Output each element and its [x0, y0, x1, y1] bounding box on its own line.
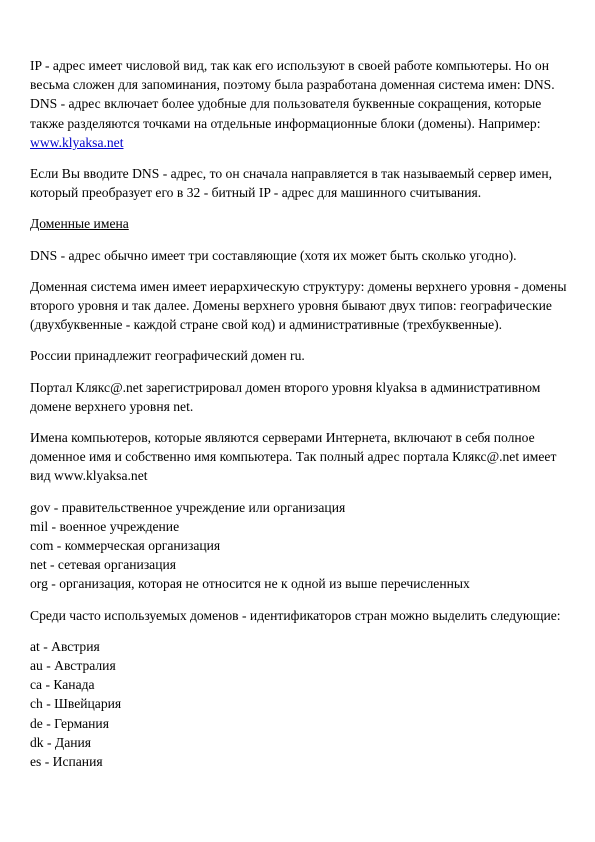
list-item: at - Австрия	[30, 638, 100, 654]
list-item: gov - правительственное учреждение или организация	[30, 499, 346, 515]
paragraph-ip-address	[30, 56, 578, 152]
list-item: dk - Дания	[30, 734, 92, 750]
paragraph-portal-domain: Портал Клякс@.net зарегистрировал домен второго уровня klyaksa в административном домене верхнего уровня net.	[30, 379, 541, 414]
paragraph-russia-domain: России принадлежит географический домен ru.	[30, 348, 305, 364]
section-heading	[30, 214, 578, 233]
document-body	[30, 56, 578, 783]
list-item: mil - военное учреждение	[30, 518, 180, 534]
list-item: net - сетевая организация	[30, 557, 177, 573]
list-item: org - организация, которая не относится не к одной из выше перечисленных	[30, 576, 470, 592]
klyaksa-link[interactable]: www.klyaksa.net	[30, 134, 124, 150]
paragraph-ip-address-text: IP - адрес имеет числовой вид, так как его используют в своей работе компьютеры. Но он весьма сложен для запоминания, поэтому была разработана доменная система имен: DNS. DNS - адрес включает более удобные для пользователя буквенные сокращения, которые также разделяются точками на отдельные информационные блоки (домены). Например:	[30, 58, 555, 131]
list-item: es - Испания	[30, 754, 103, 770]
paragraph-country-intro: Среди часто используемых доменов - идентификаторов стран можно выделить следующие:	[30, 607, 561, 623]
list-item: ch - Швейцария	[30, 696, 122, 712]
list-item: ca - Канада	[30, 677, 95, 693]
paragraph-dns-server: Если Вы вводите DNS - адрес, то он сначала направляется в так называемый сервер имен, который преобразует его в 32 - битный IP - адрес для машинного считывания.	[30, 166, 553, 201]
paragraph-dns-parts: DNS - адрес обычно имеет три составляющие (хотя их может быть сколько угодно).	[30, 247, 517, 263]
paragraph-hierarchy: Доменная система имен имеет иерархическую структуру: домены верхнего уровня - домены второго уровня и так далее. Домены верхнего уровня бывают двух типов: географические (двухбуквенные - каждой стране свой код) и административные (трехбуквенные).	[30, 278, 567, 333]
heading-domain-names: Доменные имена	[30, 216, 129, 232]
paragraph-computer-names: Имена компьютеров, которые являются серверами Интернета, включают в себя полное доменное имя и собственно имя компьютера. Так полный адрес портала Клякс@.net имеет вид www.klyaksa.net	[30, 430, 557, 484]
country-domain-list	[30, 637, 578, 771]
list-item: de - Германия	[30, 715, 109, 731]
list-item: com - коммерческая организация	[30, 538, 221, 554]
admin-domain-list	[30, 498, 578, 594]
list-item: au - Австралия	[30, 658, 116, 674]
